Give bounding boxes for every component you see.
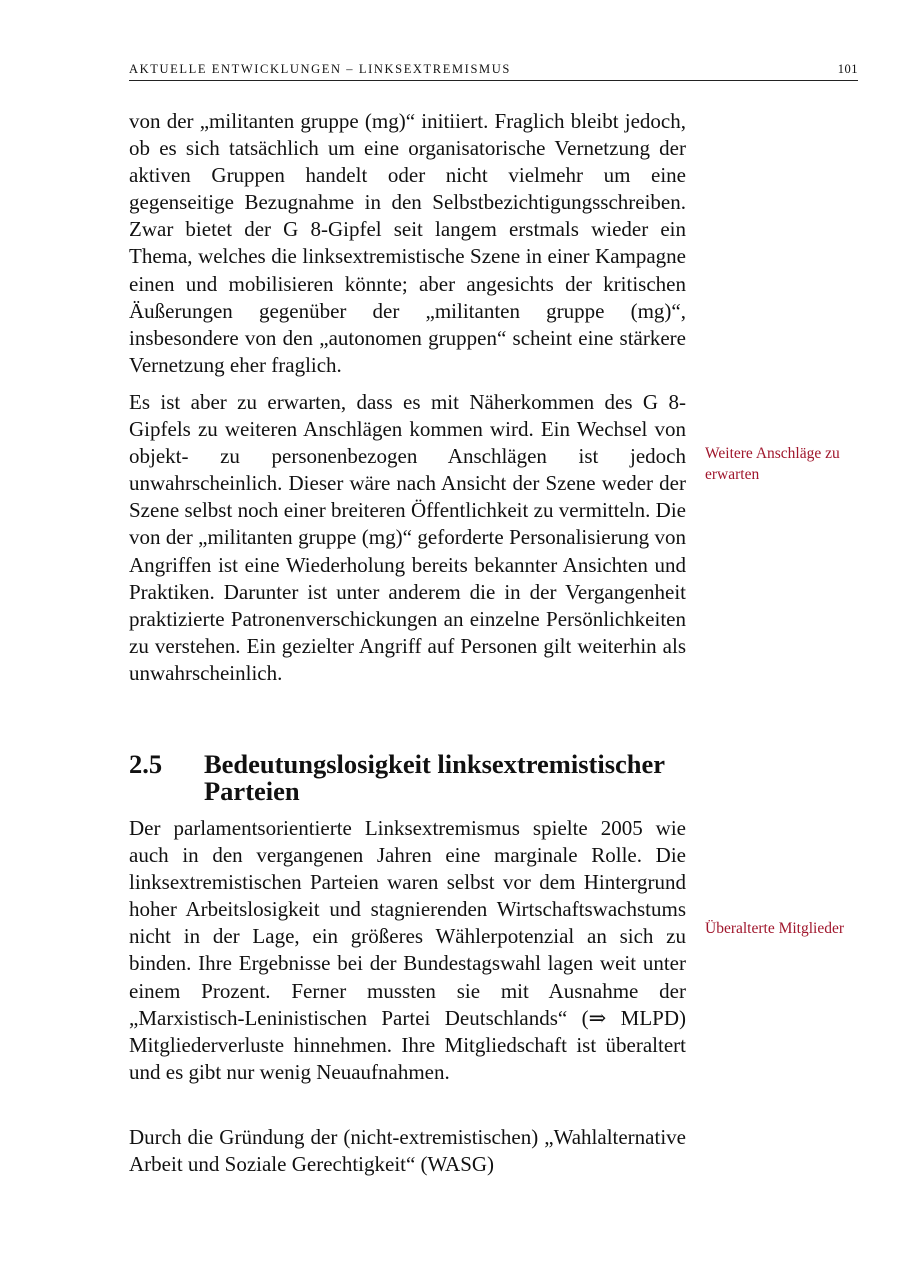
paragraph-1-block (129, 108, 686, 387)
section-number: 2.5 (129, 749, 163, 779)
paragraph-2: Es ist aber zu erwarten, dass es mit Näherkommen des G 8-Gipfels zu weiteren Anschlägen kommen wird. Ein Wechsel von objekt- zu personenbezogen Anschlägen ist jedoch unwahrscheinlich. Dieser wäre nach Ansicht der Szene weder der Szene selbst noch einer breiteren Öffentlichkeit zu vermitteln. Die von der „militanten gruppe (mg)“ geforderte Personalisierung von Angriffen ist eine Wiederholung bereits bekannter Ansichten und Praktiken. Darunter ist unter anderem die in der Vergangenheit praktizierte Patronenverschickungen an einzelne Persönlichkeiten zu verstehen. Ein gezielter Angriff auf Personen gilt weiterhin als unwahrscheinlich. (129, 390, 686, 685)
page-number: 101 (837, 62, 858, 76)
margin-note-2: Überalterte Mitglieder (705, 920, 845, 937)
running-header (129, 62, 858, 81)
section-title: Bedeutungslosigkeit linksextremistischer Parteien (204, 749, 665, 806)
paragraph-3: Der parlamentsorientierte Linksextremismus spielte 2005 wie auch in den vergangenen Jahren eine marginale Rolle. Die linksextremistischen Parteien waren selbst vor dem Hintergrund hoher Arbeitslosigkeit und stagnierenden Wirtschaftswachstums nicht in der Lage, ein größeres Wählerpotenzial an sich zu binden. Ihre Ergebnisse bei der Bundestagswahl lagen weit unter einem Prozent. Ferner mussten sie mit Ausnahme der „Marxistisch-Leninistischen Partei Deutschlands“ (⇒ MLPD) Mitgliederverluste hinnehmen. Ihre Mitgliedschaft ist überaltert und es gibt nur wenig Neuaufnahmen. (129, 816, 686, 1084)
paragraph-2-block (129, 389, 686, 695)
running-title: AKTUELLE ENTWICKLUNGEN – LINKSEXTREMISMUS (129, 62, 511, 76)
paragraph-1: von der „militanten gruppe (mg)“ initiiert. Fraglich bleibt jedoch, ob es sich tatsächlich um eine organisatorische Vernetzung der aktiven Gruppen handelt oder nicht vielmehr um eine gegenseitige Bezugnahme in den Selbstbezichtigungsschreiben. Zwar bietet der G 8-Gipfel seit langem erstmals wieder ein Thema, welches die linksextremistische Szene in einer Kampagne einen und mobilisieren könnte; aber angesichts der kritischen Äußerungen gegenüber der „militanten gruppe (mg)“, insbesondere von den „autonomen gruppen“ scheint eine stärkere Vernetzung eher fraglich. (129, 109, 686, 377)
margin-note-1: Weitere Anschläge zu erwarten (705, 445, 840, 483)
paragraph-4: Durch die Gründung der (nicht-extremistischen) „Wahlalternative Arbeit und Soziale Gerechtigkeit“ (WASG) (129, 1125, 686, 1177)
paragraph-3-block (129, 815, 686, 1094)
paragraph-4-block (129, 1124, 686, 1186)
